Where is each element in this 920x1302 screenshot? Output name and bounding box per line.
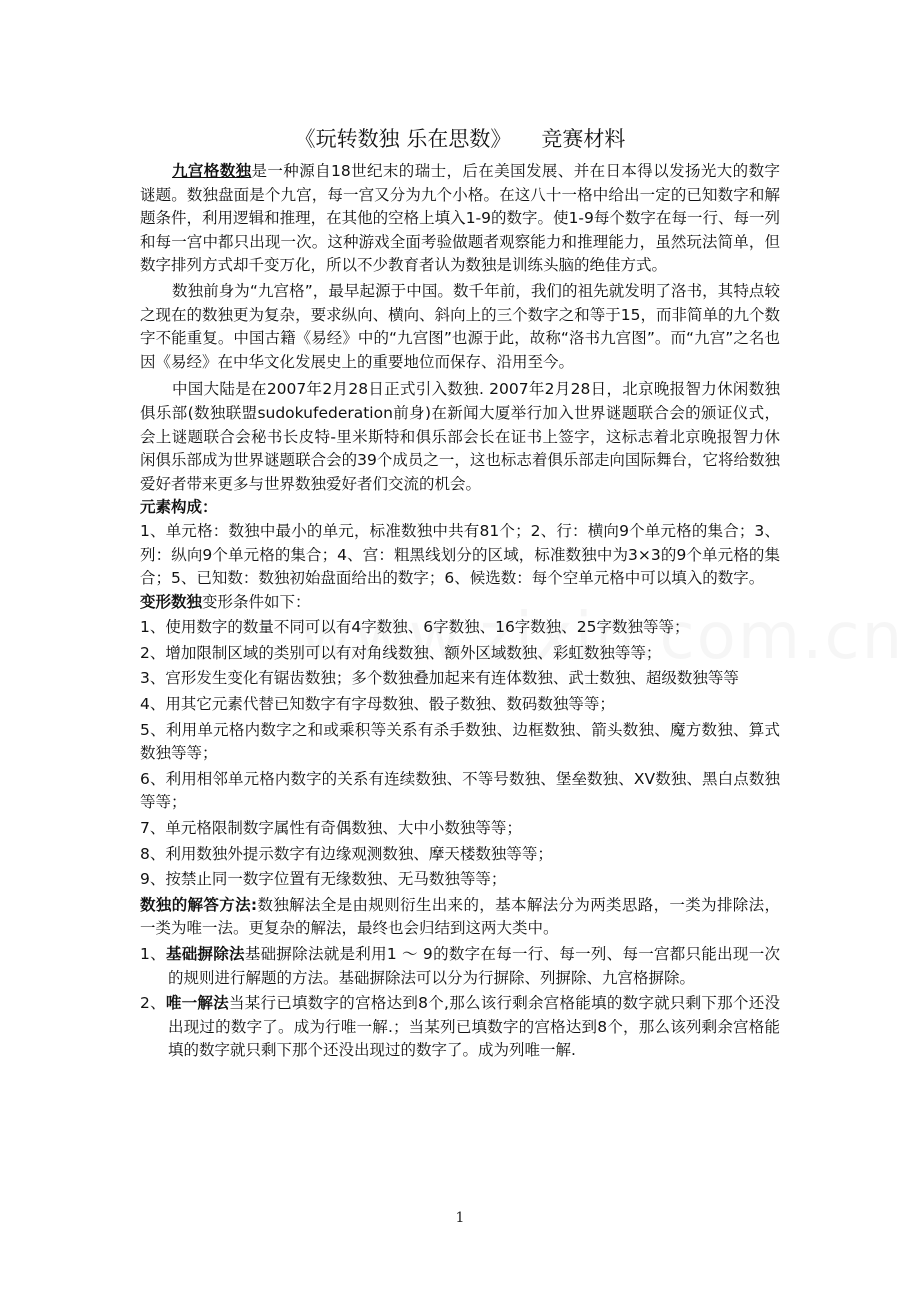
methods-intro: 数独解法全是由规则衍生出来的，基本解法分为两类思路，一类为排除法，一类为唯一法。更复杂的解法，最终也会归结到这两大类中。: [140, 895, 780, 938]
document-body: [140, 124, 780, 1063]
method-item-1: 1、基础摒除法基础摒除法就是利用1 ～ 9的数字在每一行、每一列、每一宫都只能出现一次的规则进行解题的方法。基础摒除法可以分为行摒除、列摒除、九宫格摒除。: [140, 945, 780, 987]
variant-item: 5、利用单元格内数字之和或乘积等关系有杀手数独、边框数独、箭头数独、魔方数独、算式数独等等；: [140, 720, 780, 763]
intro-paragraph-1: [140, 160, 780, 278]
intro-paragraph-2: 数独前身为“九宫格”，最早起源于中国。数千年前，我们的祖先就发明了洛书，其特点较之现在的数独更为复杂，要求纵向、横向、斜向上的三个数字之和等于15，而非简单的九个数字不能重复。中国古籍《易经》中的“九宫图”也源于此，故称“洛书九宫图”。而“九宫”之名也因《易经》在中华文化发展史上的重要地位而保存、沿用至今。: [140, 281, 780, 371]
variant-item: 1、使用数字的数量不同可以有4字数独、6字数独、16字数独、25字数独等等；: [140, 618, 690, 637]
elements-text: 1、单元格：数独中最小的单元，标准数独中共有81个；2、行：横向9个单元格的集合；3、列：纵向9个单元格的集合；4、宫：粗黑线划分的区域，标准数独中为3×3的9个单元格的集合；5、已知数：数独初始盘面给出的数字；6、候选数：每个空单元格中可以填入的数字。: [140, 521, 780, 588]
intro-paragraph-1-text: 是一种源自18世纪末的瑞士，后在美国发展、并在日本得以发扬光大的数字谜题。数独盘面是个九宫，每一宫又分为九个小格。在这八十一格中给出一定的已知数字和解题条件，利用逻辑和推理，在其他的空格上填入1-9的数字。使1-9每个数字在每一行、每一列和每一宫中都只出现一次。这种游戏全面考验做题者观察能力和推理能力，虽然玩法简单，但数字排列方式却千变万化，所以不少教育者认为数独是训练头脑的绝佳方式。: [140, 162, 780, 275]
variant-item: 9、按禁止同一数字位置有无缘数独、无马数独等等；: [140, 870, 507, 889]
variants-heading: 变形数独变形条件如下：: [140, 592, 311, 611]
methods-heading: 数独的解答方法:: [140, 895, 258, 914]
page-title: [140, 124, 780, 154]
page-number: 1: [455, 1210, 465, 1226]
variant-item: 3、宫形发生变化有锯齿数独；多个数独叠加起来有连体数独、武士数独、超级数独等等: [140, 669, 739, 688]
methods-paragraph: [140, 894, 780, 941]
title-suffix: 竞赛材料: [541, 127, 626, 151]
method-item-2: 2、唯一解法当某行已填数字的宫格达到8个,那么该行剩余宫格能填的数字就只剩下那个还没出现过的数字了。成为行唯一解.；当某列已填数字的宫格达到8个，那么该列剩余宫格能填的数字就只剩下那个还没出现过的数字了。成为列唯一解.: [140, 994, 780, 1060]
variant-item: 7、单元格限制数字属性有奇偶数独、大中小数独等等；: [140, 819, 522, 838]
variant-item: 8、利用数独外提示数字有边缘观测数独、摩天楼数独等等；: [140, 844, 553, 863]
elements-heading: 元素构成：: [140, 498, 218, 517]
variant-item: 4、用其它元素代替已知数字有字母数独、骰子数独、数码数独等等；: [140, 695, 615, 714]
intro-lead-term: 九宫格数独: [172, 162, 252, 180]
title-main: 《玩转数独 乐在思数》: [294, 127, 512, 151]
intro-paragraph-3: 中国大陆是在2007年2月28日正式引入数独. 2007年2月28日，北京晚报智力休闲数独俱乐部(数独联盟sudokufederation前身)在新闻大厦举行加入世界谜题联合会的颁证仪式，会上谜题联合会秘书长皮特-里米斯特和俱乐部会长在证书上签字，这标志着北京晚报智力休闲俱乐部成为世界谜题联合会的39个成员之一，这也标志着俱乐部走向国际舞台，它将给数独爱好者带来更多与世界数独爱好者们交流的机会。: [140, 380, 780, 493]
variant-item: 6、利用相邻单元格内数字的关系有连续数独、不等号数独、堡垒数独、XV数独、黑白点数独等等；: [140, 769, 780, 812]
variant-item: 2、增加限制区域的类别可以有对角线数独、额外区域数独、彩虹数独等等；: [140, 643, 662, 662]
